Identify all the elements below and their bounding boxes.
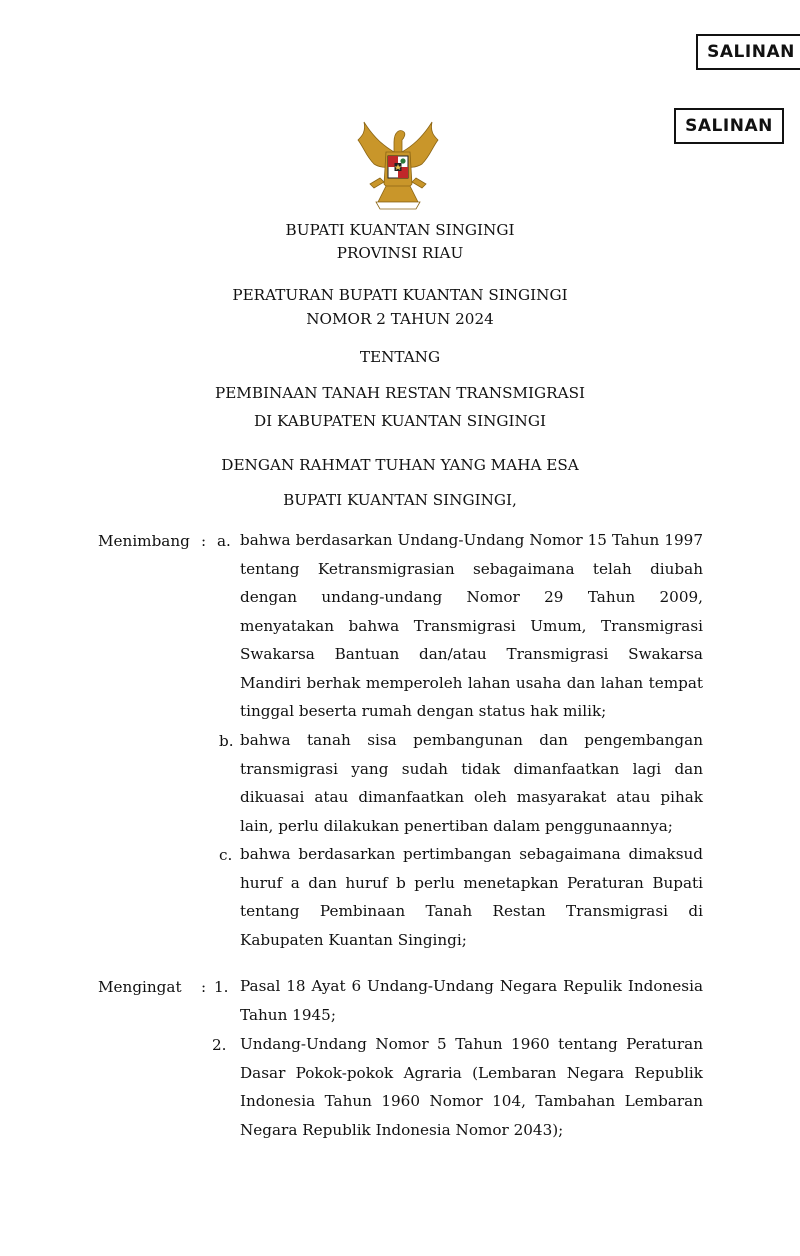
- menimbang-item-a-mark: a.: [217, 532, 231, 550]
- menimbang-item-c-mark: c.: [219, 846, 233, 864]
- province-title: PROVINSI RIAU: [336, 244, 464, 262]
- salinan-stamp: SALINAN: [696, 34, 800, 70]
- subject-line-1: PEMBINAAN TANAH RESTAN TRANSMIGRASI: [215, 384, 585, 402]
- mengingat-item-2-text: Undang-Undang Nomor 5 Tahun 1960 tentang Peraturan Dasar Pokok-pokok Agraria (Lembaran Negara Republik Indonesia Tahun 1960 Nomor 104, Tambahan Lembaran Negara Republik Indonesia Nomor 2043);: [240, 1035, 703, 1139]
- about-heading: TENTANG: [359, 348, 441, 366]
- regulation-number: NOMOR 2 TAHUN 2024: [306, 310, 494, 328]
- menimbang-item-b-text: bahwa tanah sisa pembangunan dan pengembangan transmigrasi yang sudah tidak dimanfaatkan lagi dan dikuasai atau dimanfaatkan oleh masyarakat atau pihak lain, perlu dilakukan penertiban dalam penggunaannya;: [240, 731, 703, 835]
- menimbang-item-b-mark: b.: [219, 732, 234, 750]
- menimbang-colon: :: [201, 532, 207, 550]
- menimbang-item-c-text: bahwa berdasarkan pertimbangan sebagaimana dimaksud huruf a dan huruf b perlu menetapkan Peraturan Bupati tentang Pembinaan Tanah Restan Transmigrasi di Kabupaten Kuantan Singingi;: [240, 845, 703, 949]
- menimbang-label: Menimbang: [98, 532, 190, 550]
- mengingat-item-2-mark: 2.: [212, 1036, 227, 1054]
- issuer-signature-title: BUPATI KUANTAN SINGINGI,: [283, 491, 517, 509]
- salinan-stamp-secondary: SALINAN: [674, 108, 784, 144]
- mengingat-item-1-text: Pasal 18 Ayat 6 Undang-Undang Negara Repulik Indonesia Tahun 1945;: [240, 977, 703, 1024]
- issuer-title: BUPATI KUANTAN SINGINGI: [285, 221, 515, 239]
- mengingat-item-1-mark: 1.: [214, 978, 229, 996]
- menimbang-item-a-text: bahwa berdasarkan Undang-Undang Nomor 15 Tahun 1997 tentang Ketransmigrasian sebagaimana telah diubah dengan undang-undang Nomor 29 Tahun 2009, menyatakan bahwa Transmigrasi Umum, Transmigrasi Swakarsa Bantuan dan/atau Transmigrasi Swakarsa Mandiri berhak memperoleh lahan usaha dan lahan tempat tinggal beserta rumah dengan status hak milik;: [240, 531, 703, 720]
- mengingat-label: Mengingat: [98, 978, 182, 996]
- blessing-line: DENGAN RAHMAT TUHAN YANG MAHA ESA: [221, 456, 579, 474]
- mengingat-colon: :: [201, 978, 207, 996]
- regulation-title: PERATURAN BUPATI KUANTAN SINGINGI: [232, 286, 568, 304]
- subject-line-2: DI KABUPATEN KUANTAN SINGINGI: [254, 412, 546, 430]
- garuda-pancasila-icon: [350, 112, 446, 212]
